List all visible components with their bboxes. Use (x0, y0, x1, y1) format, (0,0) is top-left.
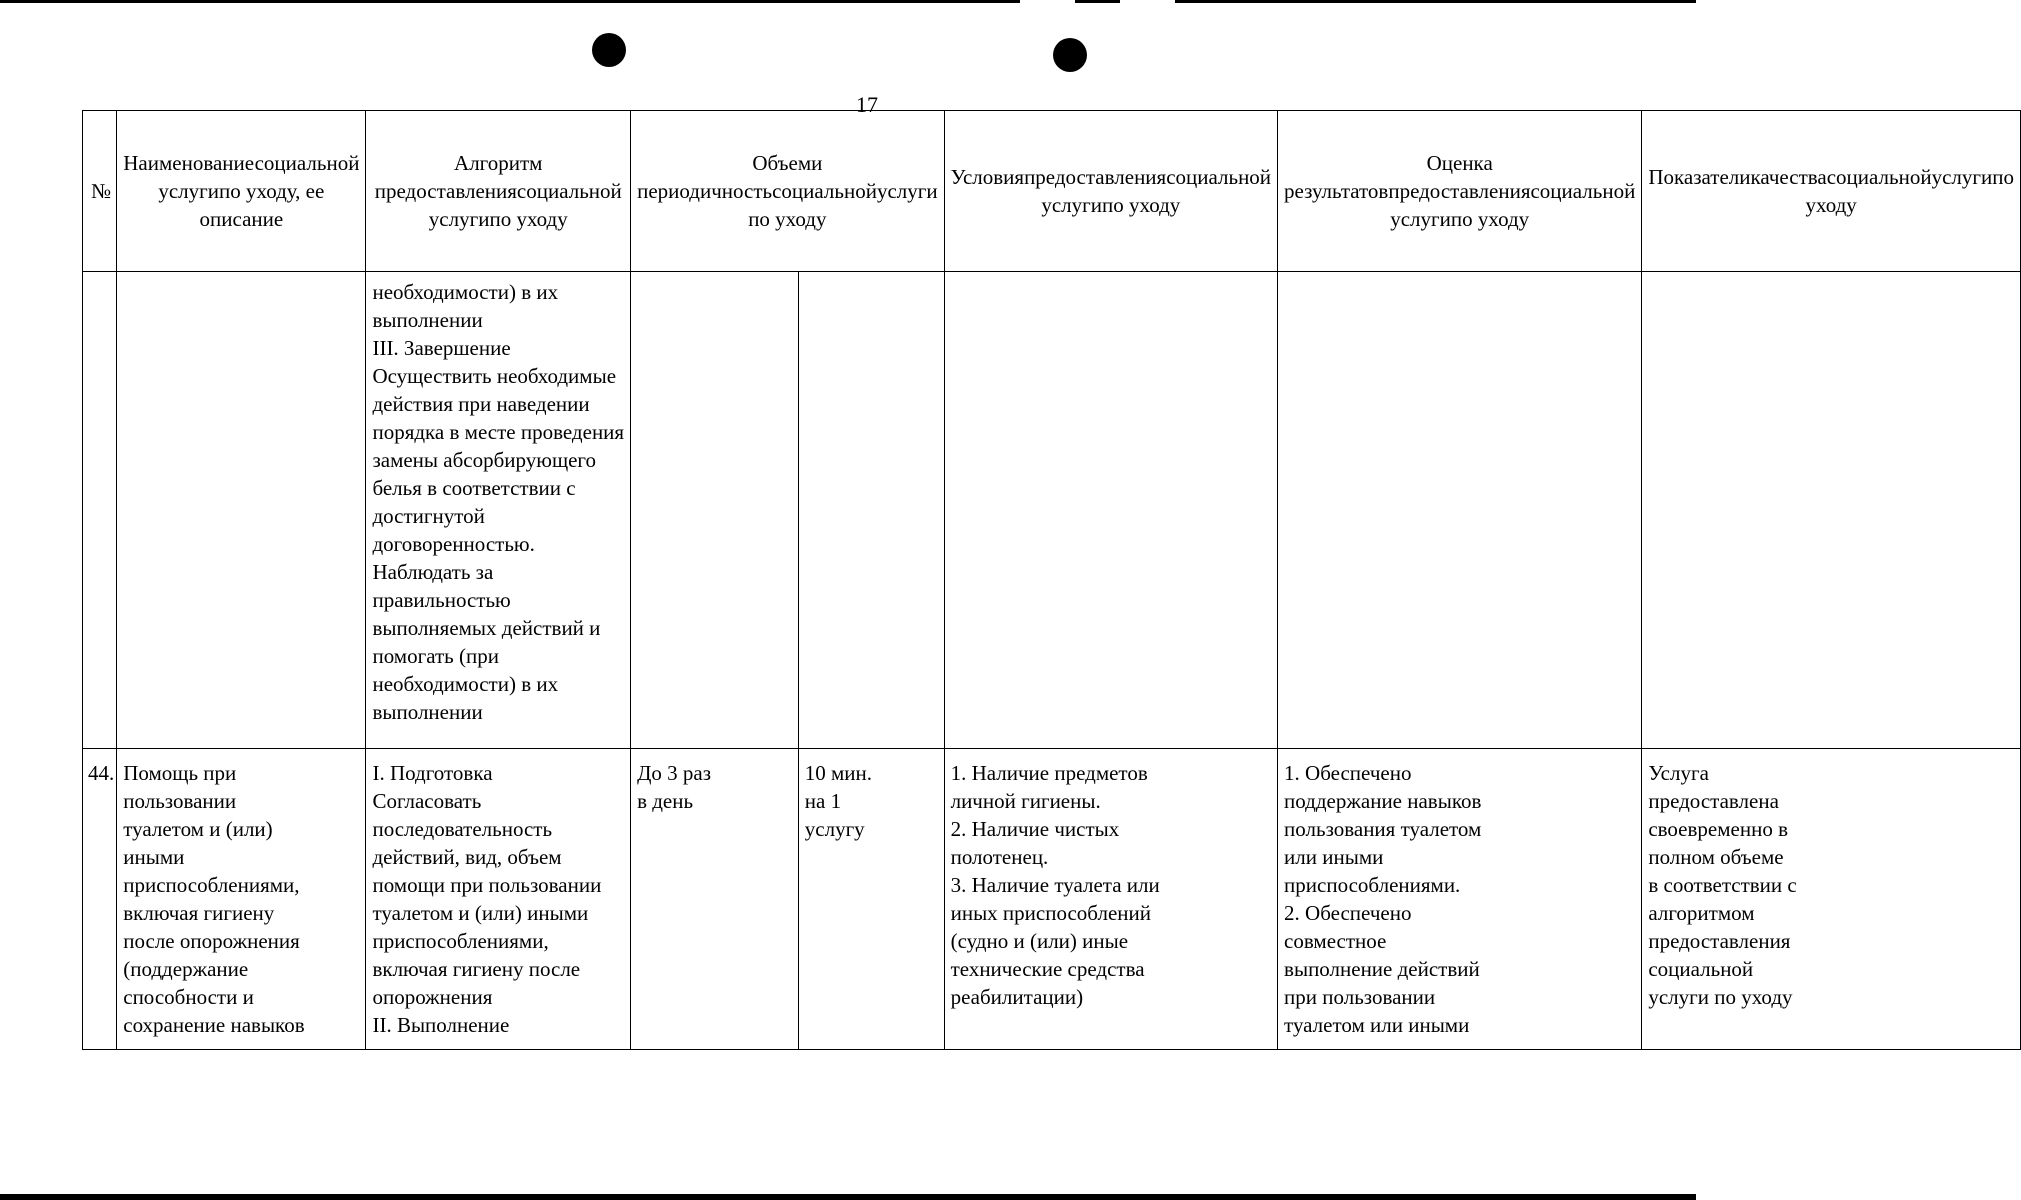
text-line: по уходу (1805, 165, 2014, 217)
text-line: включая гигиену после (372, 957, 581, 981)
text-line: в день (637, 789, 694, 813)
text-line: II. Выполнение (372, 1013, 510, 1037)
table-header-row (83, 111, 2021, 272)
text-line: помощи при пользовании (372, 873, 602, 897)
text-line: совместное (1284, 929, 1387, 953)
text-line: туалетом и (или) иными (372, 901, 589, 925)
text-line: технические средства (950, 957, 1145, 981)
text-line: услуги по уходу (1648, 985, 1793, 1009)
text-line: последовательность (372, 817, 553, 841)
cell-conditions (944, 272, 1277, 749)
text-line: Условия (950, 165, 1025, 189)
text-line: полном объеме (1648, 845, 1784, 869)
text-line: Осуществить необходимые (372, 364, 617, 388)
text-line: опорожнения (372, 985, 493, 1009)
header-algorithm (366, 111, 631, 272)
text-line: замены абсорбирующего (372, 448, 597, 472)
text-line: (судно и (или) иные (950, 929, 1129, 953)
text-line: личной гигиены. (950, 789, 1101, 813)
text-line: по уходу (489, 207, 568, 231)
cell-evaluation (1278, 272, 1642, 749)
cell-conditions (944, 749, 1277, 1050)
text-line: договоренностью. (372, 532, 535, 556)
border-gap (1120, 0, 1175, 3)
text-line: сохранение навыков (123, 1013, 305, 1037)
text-line: 2. Наличие чистых (950, 817, 1120, 841)
text-line: услугу (804, 817, 865, 841)
header-quality (1642, 111, 2021, 272)
text-line: поддержание навыков (1284, 789, 1482, 813)
text-line: I. Подготовка (372, 761, 493, 785)
text-line: социальной услуги (1041, 165, 1272, 217)
text-line: помогать (при (372, 644, 499, 668)
text-line: До 3 раз (637, 761, 712, 785)
text-line: Согласовать (372, 789, 482, 813)
header-number (83, 111, 117, 272)
text-line: услуги (1931, 165, 1993, 189)
text-line: по уходу, ее описание (199, 179, 325, 231)
text-line: достигнутой (372, 504, 485, 528)
text-line: иными (123, 845, 185, 869)
social-services-table (82, 110, 2021, 1050)
text-line: Объем (752, 151, 812, 175)
text-line: иных приспособлений (950, 901, 1151, 925)
cell-duration (798, 749, 944, 1050)
cell-frequency (631, 272, 799, 749)
text-line: по уходу (1450, 207, 1530, 231)
text-line: или иными (1284, 845, 1384, 869)
text-line: приспособлениями. (1284, 873, 1461, 897)
text-line: Показатели (1648, 165, 1751, 189)
page-number: 17 (856, 92, 878, 117)
text-line: порядка в месте проведения (372, 420, 625, 444)
bottom-scan-border (0, 1194, 1696, 1200)
text-line: способности и (123, 985, 254, 1009)
text-line: III. Завершение (372, 336, 511, 360)
text-line: Оценка результатов (1284, 151, 1493, 203)
text-line: правильностью (372, 588, 511, 612)
text-line: социальной (1826, 165, 1932, 189)
cell-number (83, 749, 117, 1050)
table-row-continuation (83, 272, 2021, 749)
text-line: действия при наведении (372, 392, 590, 416)
text-line: социальной услуги (158, 151, 360, 203)
text-line: Алгоритм предоставления (374, 151, 543, 203)
text-line: в соответствии с (1648, 873, 1797, 897)
cell-service-name (117, 272, 366, 749)
text-line: алгоритмом (1648, 901, 1755, 925)
text-line: пользовании (123, 789, 237, 813)
cell-service-name (117, 749, 366, 1050)
text-line: социальной услуги (428, 179, 622, 231)
text-line: социальной услуги (1390, 179, 1636, 231)
text-line: необходимости) в их (372, 672, 559, 696)
text-line: услуги по уходу (748, 179, 938, 231)
text-line: и периодичность (637, 151, 823, 203)
text-line: на 1 (804, 789, 842, 813)
text-line: белья в соответствии с (372, 476, 576, 500)
text-line: действий, вид, объем (372, 845, 562, 869)
header-volume-frequency (631, 111, 945, 272)
text-line: качества (1750, 165, 1827, 189)
text-line: 10 мин. (804, 761, 873, 785)
text-line: Помощь при (123, 761, 237, 785)
text-line: выполняемых действий и (372, 616, 601, 640)
text-line: выполнении (372, 700, 483, 724)
cell-algorithm (366, 749, 631, 1050)
text-line: Наблюдать за (372, 560, 494, 584)
cell-quality (1642, 272, 2021, 749)
text-line: необходимости) в их (372, 280, 559, 304)
cell-number (83, 272, 117, 749)
text-line: включая гигиену (123, 901, 275, 925)
text-line: 2. Обеспечено (1284, 901, 1412, 925)
text-line: 1. Обеспечено (1284, 761, 1412, 785)
text-line: предоставления (1024, 165, 1167, 189)
text-line: пользования туалетом (1284, 817, 1482, 841)
text-line: Услуга (1648, 761, 1709, 785)
cell-duration (798, 272, 944, 749)
text-line: туалетом и (или) (123, 817, 273, 841)
text-line: полотенец. (950, 845, 1049, 869)
text-line: после опорожнения (123, 929, 300, 953)
text-line: предоставления (1388, 179, 1531, 203)
text-line: приспособлениями, (372, 929, 549, 953)
text-line: социальной (772, 179, 877, 203)
punch-hole-mark (592, 33, 626, 67)
text-line: выполнении (372, 308, 483, 332)
cell-evaluation (1278, 749, 1642, 1050)
text-line: приспособлениями, (123, 873, 300, 897)
header-evaluation (1278, 111, 1642, 272)
text-line: при пользовании (1284, 985, 1436, 1009)
cell-quality (1642, 749, 2021, 1050)
cell-algorithm (366, 272, 631, 749)
text-line: реабилитации) (950, 985, 1084, 1009)
header-conditions (944, 111, 1277, 272)
text-line: выполнение действий (1284, 957, 1480, 981)
text-line: (поддержание (123, 957, 249, 981)
cell-frequency (631, 749, 799, 1050)
border-gap (1020, 0, 1075, 3)
text-line: социальной (1648, 957, 1754, 981)
text-line: предоставления (1648, 929, 1791, 953)
text-line: 1. Наличие предметов (950, 761, 1148, 785)
punch-hole-mark (1053, 38, 1087, 72)
text-line: по уходу (1102, 193, 1181, 217)
text-line: своевременно в (1648, 817, 1788, 841)
table-row-44 (83, 749, 2021, 1050)
header-service-name (117, 111, 366, 272)
top-scan-border (0, 0, 1696, 3)
text-line: предоставлена (1648, 789, 1779, 813)
row-number-text: 44. (88, 761, 115, 785)
text-line: № (91, 179, 112, 203)
text-line: 3. Наличие туалета или (950, 873, 1160, 897)
text-line: туалетом или иными (1284, 1013, 1470, 1037)
text-line: Наименование (123, 151, 255, 175)
